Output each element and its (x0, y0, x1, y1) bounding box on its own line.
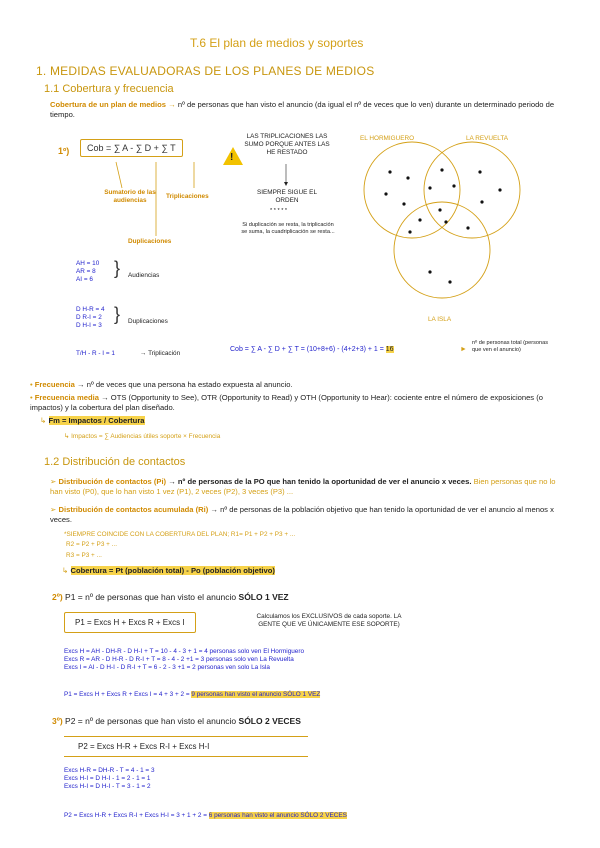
arrow-icon: ► (460, 346, 467, 353)
venn-circle-revuelta (424, 142, 520, 238)
step-3-title: 3º) P2 = nº de personas que han visto el anuncio SÓLO 2 VECES (52, 716, 301, 726)
audiencias-list: AH = 10 AR = 8 AI = 6 (76, 260, 100, 283)
p1-total: P1 = Excs H + Excs R + Excs I = 4 + 3 + 2 = 9 personas han visto el anuncio SÓLO 1 VEZ (64, 691, 321, 698)
audiencias-label: Audiencias (128, 272, 160, 279)
triplicacion-label: → Triplicación (140, 350, 181, 357)
ri-note: *SIEMPRE COINCIDE CON LA COBERTURA DEL PLAN; R1= P1 + P2 + P3 + ... (64, 531, 296, 538)
p1-note: Calculamos los EXCLUSIVOS de cada soporte. LA GENTE QUE VE ÚNICAMENTE ESE SOPORTE) (256, 613, 402, 628)
step-1-label: 1º) (58, 146, 70, 156)
step-2-title: 2º) P1 = nº de personas que han visto el anuncio SÓLO 1 VEZ (52, 592, 289, 602)
venn-label-hormiguero: EL HORMIGUERO (360, 135, 415, 142)
venn-circle-isla (394, 202, 490, 298)
warning-mark: ! (230, 152, 234, 163)
p1-formula-box: P1 = Excs H + Excs R + Excs I (64, 612, 196, 633)
venn-label-isla: LA ISLA (428, 316, 452, 323)
triplicaciones-label: Triplicaciones (166, 193, 209, 200)
section-heading: 1. MEDIDAS EVALUADORAS DE LOS PLANES DE MEDIOS (36, 64, 375, 78)
frecuencia-item: • Frecuencia → nº de veces que una persona ha estado expuesta al anuncio. (30, 380, 293, 389)
cobertura-definition: Cobertura de un plan de medios → nº de personas que han visto el anuncio (da igual el nº de veces que lo ven) durante un determinado periodo de tiempo. (50, 100, 555, 119)
r3-formula: R3 = P3 + ... (66, 552, 102, 559)
dup-note: Si duplicación se resta, la triplicación se suma, la cuadriplicación se resta... (241, 222, 335, 235)
cob-note: nº de personas total (personas que ven el anuncio) (472, 340, 549, 353)
cob-calculation: Cob = ∑ A - ∑ D + ∑ T = (10+8+6) - (4+2+3) + 1 = 16 (230, 346, 394, 353)
p2-formula-box: P2 = Excs H-R + Excs R-I + Excs H-I (64, 736, 308, 757)
venn-circle-hormiguero (364, 142, 460, 238)
siempre-orden: SIEMPRE SIGUE EL ORDEN (256, 189, 318, 204)
stars: * * * * * (270, 208, 288, 214)
subsection-heading: 1.1 Cobertura y frecuencia (44, 83, 174, 95)
venn-diagram (350, 132, 530, 322)
sumatorio-label: Sumatorio de las audiencias (104, 189, 156, 204)
duplicaciones-side-label: Duplicaciones (128, 318, 168, 325)
section-1-2-heading: 1.2 Distribución de contactos (44, 456, 186, 468)
triplicacion-value: T/H - R - I = 1 (76, 350, 115, 357)
fm-formula: ↳ Fm = Impactos / Cobertura (40, 416, 145, 425)
r2-formula: R2 = P2 + P3 + ... (66, 541, 117, 548)
duplicaciones-brace: } (114, 304, 121, 324)
venn-label-revuelta: LA REVUELTA (466, 135, 509, 142)
cobertura-formula: ↳ Cobertura = Pt (población total) - Po (población objetivo) (62, 566, 275, 575)
ri-item: ➢ Distribución de contactos acumulada (Ri) → nº de personas de la población objetivo que han tenido la oportunidad de ver el anuncio al menos x veces. (50, 505, 554, 524)
duplicaciones-list: D H-R = 4 D R-I = 2 D H-I = 3 (76, 306, 105, 329)
frecuencia-media-item: • Frecuencia media → OTS (Opportunity to See), OTR (Opportunity to Read) y OTH (Opportunity to Hear): cociente entre el número de exposiciones (o impactos) y la cobertura del plan diseñado. (30, 393, 543, 412)
p2-lines: Excs H-R = DH-R - T = 4 - 1 = 3 Excs H-I = D H-I - 1 = 2 - 1 = 1 Excs H-I = D H-I - T = 3 - 1 = 2 (64, 767, 155, 790)
impactos-formula: ↳ Impactos = ∑ Audiencias útiles soporte × Frecuencia (64, 433, 221, 440)
audiencias-brace: } (114, 258, 121, 278)
pi-item: ➢ Distribución de contactos (Pi) → nº de personas de la PO que han tenido la oportunidad de ver el anuncio x veces. Bien personas que no lo han visto (P0), que lo han visto 1 vez (P1), 2 veces (P2), 3 veces (P3) ... (50, 477, 556, 496)
p1-lines: Excs H = AH - DH-R - D H-I + T = 10 - 4 - 3 + 1 = 4 personas solo ven El Hormiguero Excs R = AR - D H-R - D R-I + T = 8 - 4 - 2 +1 = 3 personas solo ven La Revuelta Excs I = AI - D H-I - D R-I + T = 6 - 2 - 3 +1 = 2 personas ven solo La Isla (64, 648, 305, 671)
page-title: T.6 El plan de medios y soportes (190, 36, 364, 50)
p2-total: P2 = Excs H-R + Excs R-I + Excs H-I = 3 + 1 + 2 = 6 personas han visto el anuncio SÓLO 2 VECES (64, 812, 347, 819)
cob-formula-box: Cob = ∑ A - ∑ D + ∑ T (80, 139, 183, 157)
warning-text: LAS TRIPLICACIONES LAS SUMO PORQUE ANTES LAS HE RESTADO (244, 133, 330, 156)
duplicaciones-label: Duplicaciones (128, 238, 172, 245)
